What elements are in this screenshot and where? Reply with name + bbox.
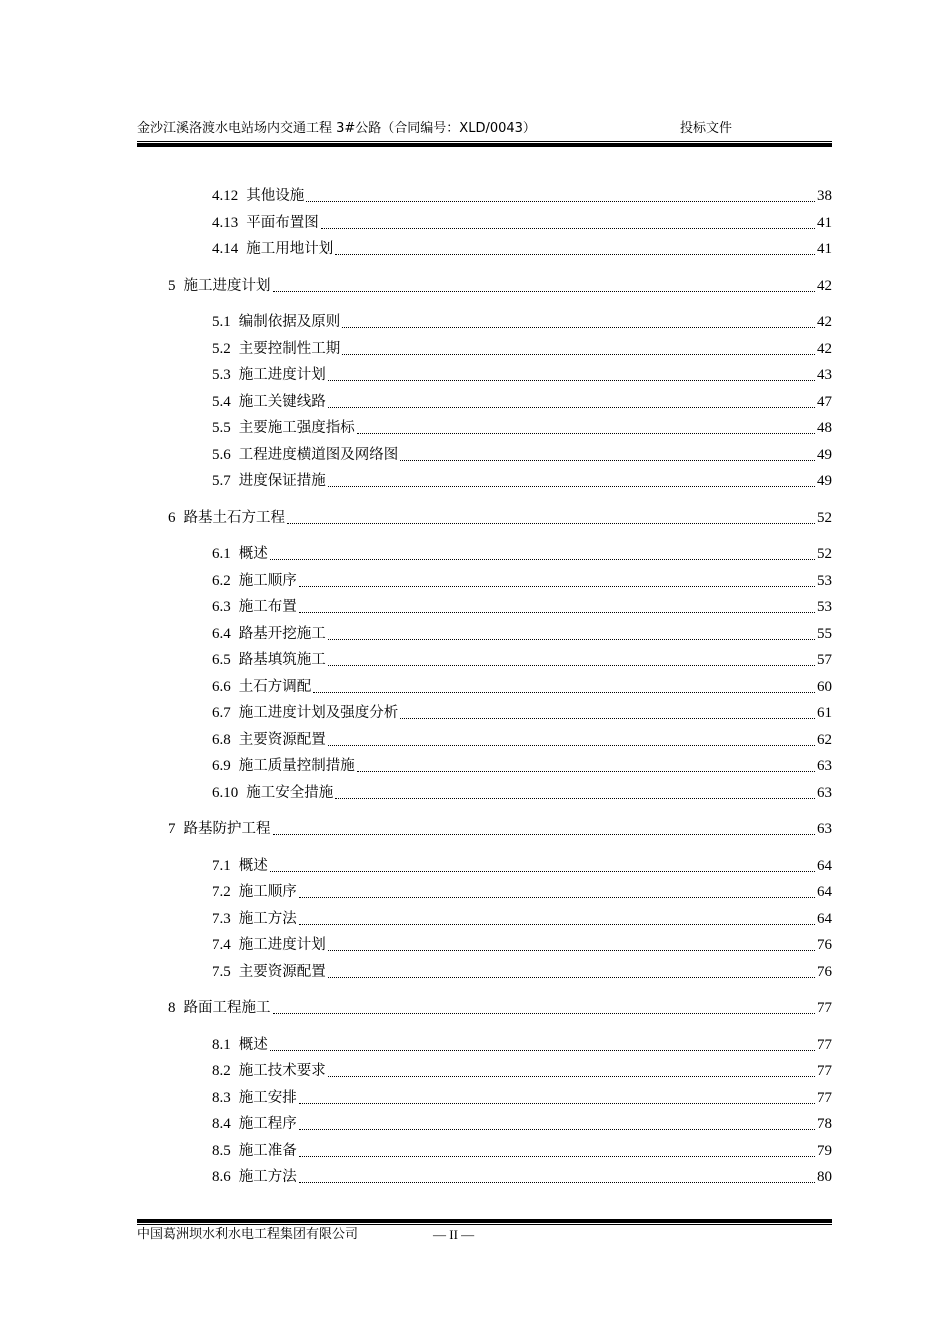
toc-entry-number: 6.9 — [212, 758, 231, 774]
toc-entry-page: 78 — [817, 1116, 832, 1132]
toc-entry-number: 6.6 — [212, 679, 231, 695]
toc-entry-label: 施工布置 — [238, 599, 297, 615]
toc-dot-leader — [273, 834, 816, 835]
toc-entry-number: 8.6 — [212, 1169, 231, 1185]
toc-entry-label: 路面工程施工 — [183, 1000, 271, 1016]
toc-dot-leader — [270, 559, 815, 560]
toc-entry[interactable] — [212, 730, 832, 750]
toc-entry[interactable] — [212, 239, 832, 259]
toc-entry-page: 55 — [817, 626, 832, 642]
toc-dot-leader — [328, 639, 815, 640]
toc-dot-leader — [357, 771, 815, 772]
toc-entry-label: 其他设施 — [246, 188, 305, 204]
toc-entry-number: 8.2 — [212, 1063, 231, 1079]
toc-dot-leader — [299, 1129, 815, 1130]
toc-entry[interactable] — [212, 624, 832, 644]
toc-entry-page: 76 — [817, 964, 832, 980]
toc-dot-leader — [335, 254, 815, 255]
toc-dot-leader — [299, 1103, 815, 1104]
toc-entry-label: 施工准备 — [238, 1143, 297, 1159]
toc-entry-label: 进度保证措施 — [238, 473, 326, 489]
toc-entry-number: 8.4 — [212, 1116, 231, 1132]
toc-entry[interactable] — [212, 312, 832, 332]
toc-entry[interactable] — [212, 471, 832, 491]
toc-entry-page: 47 — [817, 394, 832, 410]
toc-entry-page: 57 — [817, 652, 832, 668]
toc-entry[interactable] — [168, 508, 832, 528]
toc-entry[interactable] — [212, 597, 832, 617]
toc-entry-page: 53 — [817, 573, 832, 589]
toc-entry-number: 6.3 — [212, 599, 231, 615]
toc-entry-page: 43 — [817, 367, 832, 383]
toc-entry-label: 编制依据及原则 — [238, 314, 341, 330]
toc-entry[interactable] — [212, 650, 832, 670]
toc-entry[interactable] — [212, 418, 832, 438]
toc-dot-leader — [299, 924, 815, 925]
toc-entry[interactable] — [212, 1167, 832, 1187]
toc-entry-label: 施工方法 — [238, 1169, 297, 1185]
footer-rule-thick — [137, 1219, 832, 1223]
header-doc-type: 投标文件 — [680, 121, 733, 136]
toc-entry[interactable] — [212, 677, 832, 697]
toc-entry-label: 施工质量控制措施 — [238, 758, 355, 774]
toc-entry-label: 概述 — [238, 546, 268, 562]
toc-entry[interactable] — [212, 756, 832, 776]
toc-dot-leader — [342, 327, 815, 328]
toc-entry-number: 8.3 — [212, 1090, 231, 1106]
toc-entry-page: 63 — [817, 758, 832, 774]
toc-entry-page: 76 — [817, 937, 832, 953]
toc-entry-number: 7.1 — [212, 858, 231, 874]
toc-entry-page: 79 — [817, 1143, 832, 1159]
toc-entry-label: 施工用地计划 — [246, 241, 334, 257]
toc-entry-label: 施工进度计划 — [238, 367, 326, 383]
toc-entry-label: 主要控制性工期 — [238, 341, 341, 357]
toc-dot-leader — [299, 897, 815, 898]
toc-entry[interactable] — [212, 186, 832, 206]
toc-entry[interactable] — [212, 392, 832, 412]
page-footer — [137, 1225, 832, 1245]
toc-entry-number: 4.12 — [212, 188, 239, 204]
toc-entry-number: 5.4 — [212, 394, 231, 410]
toc-dot-leader — [273, 1013, 816, 1014]
toc-dot-leader — [270, 1050, 815, 1051]
toc-dot-leader — [313, 692, 815, 693]
toc-entry-number: 6.8 — [212, 732, 231, 748]
toc-entry-number: 7 — [168, 821, 176, 837]
toc-entry[interactable] — [212, 909, 832, 929]
header-title: 金沙江溪洛渡水电站场内交通工程 3#公路（合同编号：XLD/0043） — [137, 121, 536, 136]
toc-entry-label: 施工技术要求 — [238, 1063, 326, 1079]
toc-entry-number: 7.2 — [212, 884, 231, 900]
toc-entry[interactable] — [212, 856, 832, 876]
toc-dot-leader — [400, 718, 815, 719]
toc-entry[interactable] — [212, 1061, 832, 1081]
toc-entry[interactable] — [212, 571, 832, 591]
toc-entry-number: 6.4 — [212, 626, 231, 642]
toc-entry-label: 施工方法 — [238, 911, 297, 927]
toc-entry-number: 7.5 — [212, 964, 231, 980]
toc-dot-leader — [306, 201, 815, 202]
toc-entry-number: 4.14 — [212, 241, 239, 257]
toc-dot-leader — [299, 1156, 815, 1157]
toc-entry[interactable] — [212, 339, 832, 359]
toc-entry-page: 60 — [817, 679, 832, 695]
toc-entry-number: 8.5 — [212, 1143, 231, 1159]
toc-entry-label: 施工顺序 — [238, 573, 297, 589]
toc-entry[interactable] — [168, 998, 832, 1018]
toc-entry-label: 施工安排 — [238, 1090, 297, 1106]
toc-entry[interactable] — [212, 962, 832, 982]
toc-entry-page: 77 — [817, 1037, 832, 1053]
toc-entry-label: 施工进度计划 — [183, 278, 271, 294]
toc-entry[interactable] — [212, 213, 832, 233]
toc-entry-page: 42 — [817, 314, 832, 330]
toc-entry-number: 4.13 — [212, 215, 239, 231]
toc-entry-number: 5.7 — [212, 473, 231, 489]
toc-entry[interactable] — [212, 1114, 832, 1134]
toc-entry-number: 6.10 — [212, 785, 239, 801]
toc-entry-label: 概述 — [238, 1037, 268, 1053]
toc-entry-number: 6.5 — [212, 652, 231, 668]
page-header — [137, 119, 832, 139]
toc-entry-label: 路基土石方工程 — [183, 510, 285, 526]
toc-entry[interactable] — [212, 445, 832, 465]
toc-entry[interactable] — [212, 1141, 832, 1161]
toc-entry[interactable] — [168, 819, 832, 839]
toc-dot-leader — [270, 871, 815, 872]
toc-entry[interactable] — [212, 1088, 832, 1108]
toc-entry-number: 5.6 — [212, 447, 231, 463]
toc-entry-label: 主要资源配置 — [238, 964, 326, 980]
toc-entry-page: 41 — [817, 215, 832, 231]
toc-entry-page: 77 — [817, 1090, 832, 1106]
toc-dot-leader — [299, 1182, 815, 1183]
toc-dot-leader — [328, 950, 815, 951]
toc-entry-number: 5.3 — [212, 367, 231, 383]
toc-entry-number: 7.3 — [212, 911, 231, 927]
toc-entry[interactable] — [212, 703, 832, 723]
toc-dot-leader — [328, 380, 815, 381]
toc-entry[interactable] — [168, 276, 832, 296]
toc-entry-page: 63 — [817, 821, 832, 837]
toc-entry-label: 路基开挖施工 — [238, 626, 326, 642]
toc-dot-leader — [273, 291, 816, 292]
toc-entry-page: 61 — [817, 705, 832, 721]
toc-dot-leader — [342, 354, 815, 355]
header-rule-thick — [137, 143, 832, 147]
toc-entry-number: 6.1 — [212, 546, 231, 562]
toc-entry-page: 77 — [817, 1000, 832, 1016]
toc-entry[interactable] — [212, 783, 832, 803]
toc-entry-number: 7.4 — [212, 937, 231, 953]
toc-entry[interactable] — [212, 365, 832, 385]
toc-entry-page: 48 — [817, 420, 832, 436]
toc-entry-page: 42 — [817, 341, 832, 357]
toc-entry-page: 42 — [817, 278, 832, 294]
toc-entry-label: 施工安全措施 — [246, 785, 334, 801]
toc-entry-label: 施工程序 — [238, 1116, 297, 1132]
toc-entry-label: 工程进度横道图及网络图 — [238, 447, 399, 463]
header-rule-thin — [137, 141, 832, 142]
toc-entry-number: 6.7 — [212, 705, 231, 721]
toc-entry-page: 64 — [817, 911, 832, 927]
toc-entry-page: 64 — [817, 858, 832, 874]
toc-dot-leader — [321, 228, 815, 229]
toc-entry[interactable] — [212, 1035, 832, 1055]
toc-entry-number: 5.5 — [212, 420, 231, 436]
toc-entry-label: 概述 — [238, 858, 268, 874]
toc-entry-label: 施工顺序 — [238, 884, 297, 900]
toc-entry-label: 平面布置图 — [246, 215, 319, 231]
toc-entry-number: 6.2 — [212, 573, 231, 589]
toc-entry-number: 8 — [168, 1000, 176, 1016]
toc-entry-page: 64 — [817, 884, 832, 900]
toc-dot-leader — [328, 745, 815, 746]
toc-entry[interactable] — [212, 882, 832, 902]
toc-entry-number: 5.1 — [212, 314, 231, 330]
toc-dot-leader — [335, 798, 815, 799]
toc-entry-page: 62 — [817, 732, 832, 748]
toc-entry-label: 主要施工强度指标 — [238, 420, 355, 436]
toc-dot-leader — [328, 1076, 815, 1077]
toc-entry-page: 41 — [817, 241, 832, 257]
toc-dot-leader — [328, 665, 815, 666]
toc-entry-number: 8.1 — [212, 1037, 231, 1053]
toc-dot-leader — [299, 612, 815, 613]
toc-entry-label: 主要资源配置 — [238, 732, 326, 748]
toc-entry-page: 38 — [817, 188, 832, 204]
footer-page-number: — II — — [433, 1227, 475, 1242]
toc-entry[interactable] — [212, 544, 832, 564]
toc-entry-number: 6 — [168, 510, 176, 526]
toc-entry-page: 49 — [817, 473, 832, 489]
toc-entry[interactable] — [212, 935, 832, 955]
toc-entry-label: 土石方调配 — [238, 679, 312, 695]
toc-dot-leader — [328, 486, 815, 487]
toc-entry-label: 路基防护工程 — [183, 821, 271, 837]
toc-entry-label: 路基填筑施工 — [238, 652, 326, 668]
toc-entry-number: 5.2 — [212, 341, 231, 357]
toc-entry-label: 施工进度计划及强度分析 — [238, 705, 399, 721]
toc-entry-page: 53 — [817, 599, 832, 615]
toc-dot-leader — [400, 460, 815, 461]
toc-dot-leader — [299, 586, 815, 587]
toc-entry-page: 49 — [817, 447, 832, 463]
toc-dot-leader — [328, 407, 815, 408]
toc-entry-label: 施工进度计划 — [238, 937, 326, 953]
toc-entry-number: 5 — [168, 278, 176, 294]
toc-dot-leader — [328, 977, 815, 978]
toc-entry-page: 77 — [817, 1063, 832, 1079]
toc-entry-page: 52 — [817, 546, 832, 562]
toc-dot-leader — [357, 433, 815, 434]
toc-entry-page: 63 — [817, 785, 832, 801]
toc-dot-leader — [287, 523, 815, 524]
footer-company: 中国葛洲坝水利水电工程集团有限公司 — [137, 1227, 359, 1242]
toc-entry-page: 52 — [817, 510, 832, 526]
toc-entry-page: 80 — [817, 1169, 832, 1185]
toc-entry-label: 施工关键线路 — [238, 394, 326, 410]
